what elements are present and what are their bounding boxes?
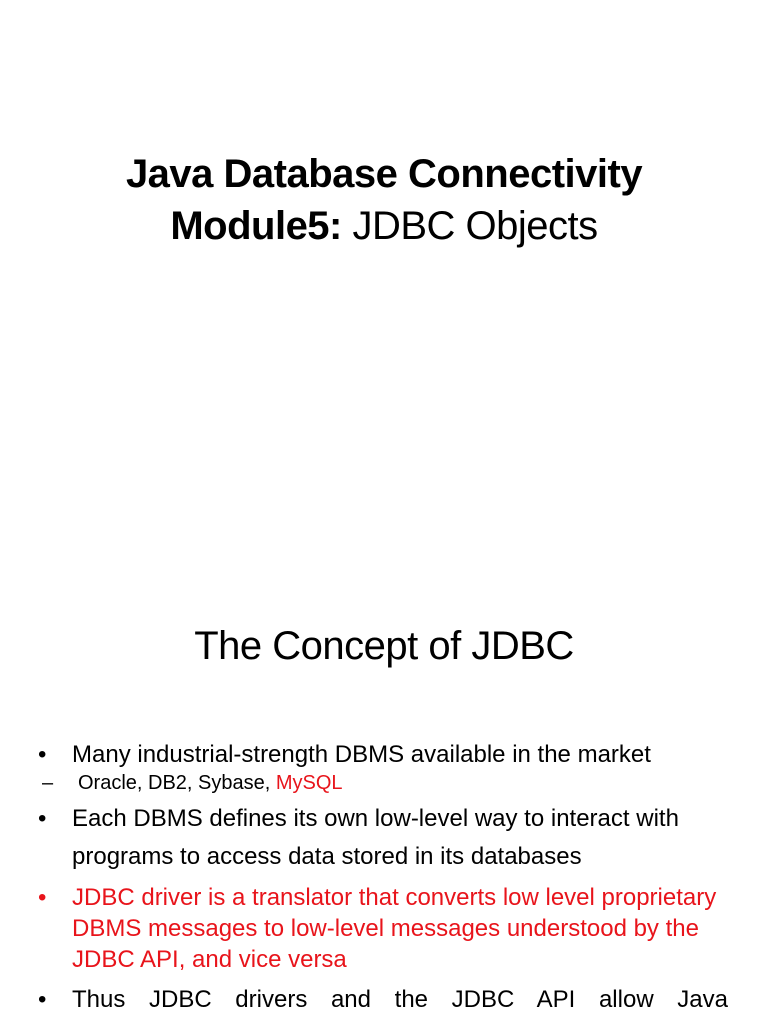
bullet-text: JDBC driver is a translator that converts low level proprietary DBMS messages to low-level messages understood by the JDBC API, and vice versa xyxy=(72,884,717,973)
bullet-text: Many industrial-strength DBMS available in the market xyxy=(72,741,651,768)
bullet-icon: • xyxy=(38,986,47,1013)
concept-slide xyxy=(0,576,768,1024)
sub-bullet-icon: – xyxy=(42,772,54,794)
bullet-item-highlighted xyxy=(38,882,728,975)
sub-text: Oracle, DB2, Sybase, xyxy=(78,772,276,794)
slide-subtitle xyxy=(0,200,768,252)
bullet-icon: • xyxy=(38,884,47,911)
slide-heading: The Concept of JDBC xyxy=(194,624,574,668)
sub-highlight: MySQL xyxy=(275,772,343,794)
bullet-item xyxy=(38,736,728,774)
module-label: Module5: xyxy=(170,204,342,248)
bullet-icon: • xyxy=(38,805,47,832)
bullet-item xyxy=(38,981,728,1019)
bullet-text: Each DBMS defines its own low-level way to interact with programs to access data stored in its databases xyxy=(72,805,679,870)
bullet-item xyxy=(38,800,728,876)
module-name: JDBC Objects xyxy=(341,204,598,248)
sub-item xyxy=(38,770,728,796)
bullet-list xyxy=(38,736,728,1019)
bullet-icon: • xyxy=(38,741,47,768)
slide-title: Java Database Connectivity xyxy=(125,152,643,196)
title-block xyxy=(0,148,768,252)
bullet-text: Thus JDBC drivers and the JDBC API allow Java xyxy=(72,986,728,1013)
